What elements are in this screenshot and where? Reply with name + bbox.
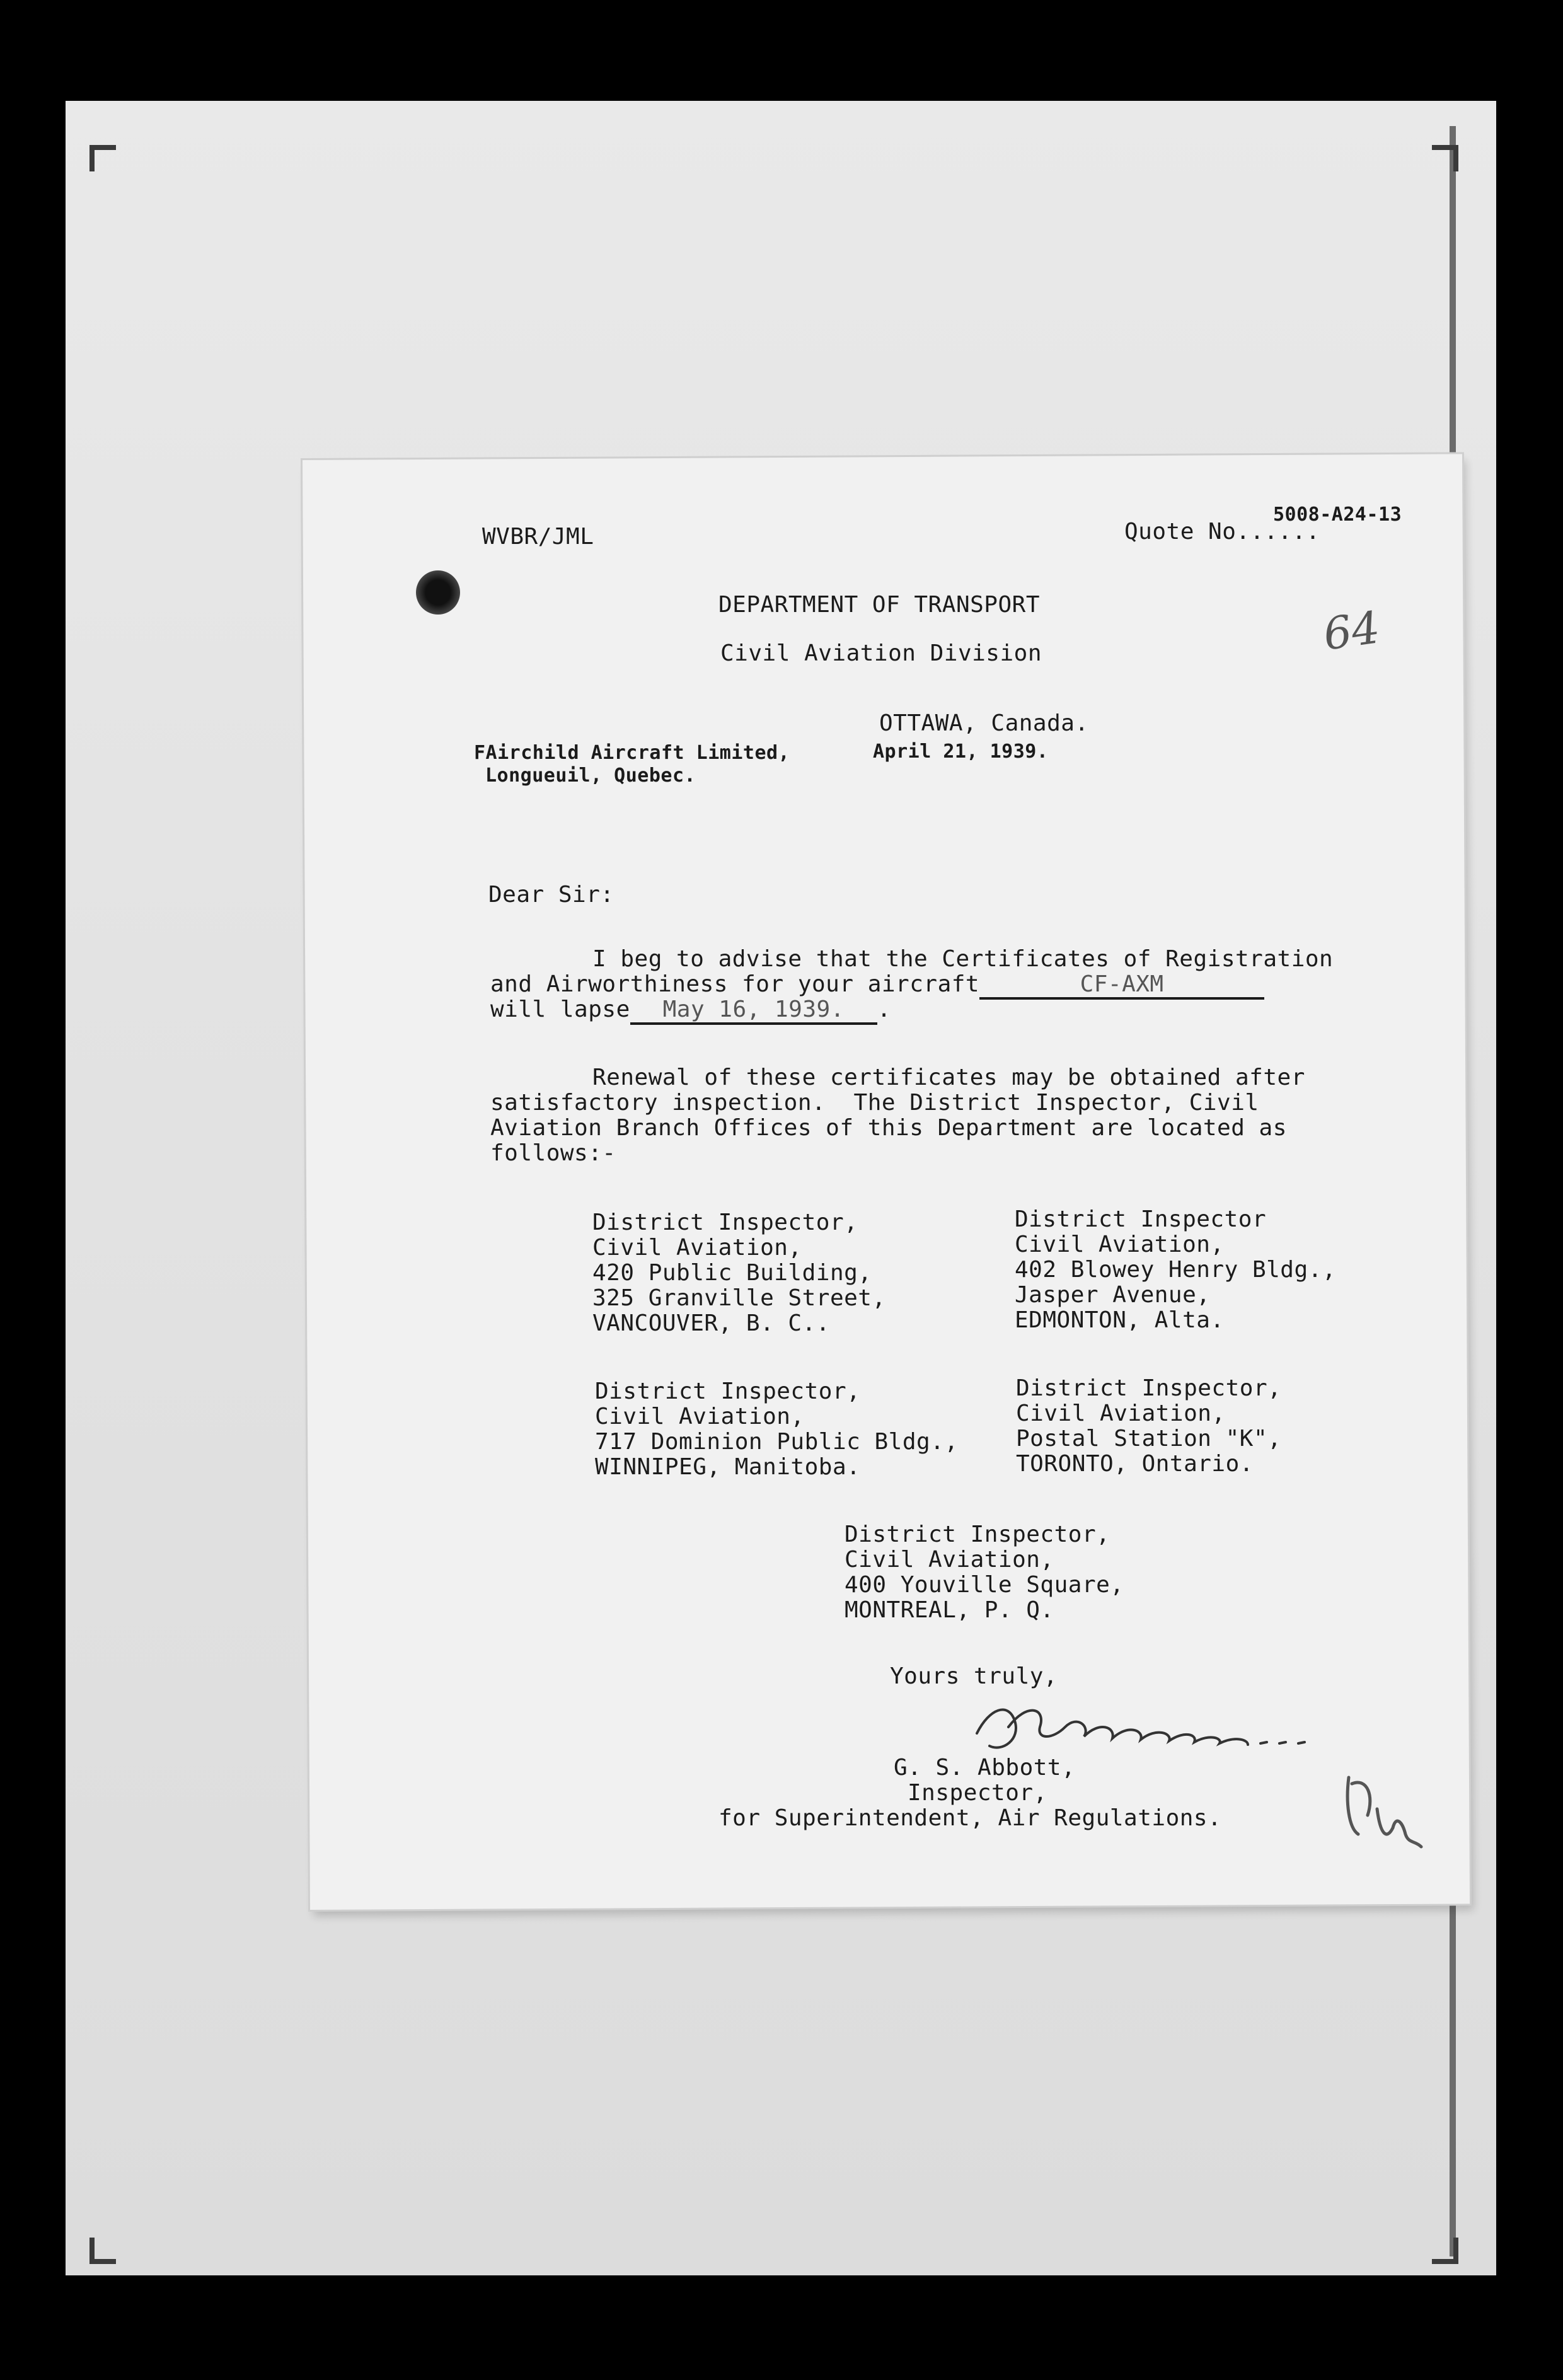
place-line: OTTAWA, Canada. [879, 710, 1089, 736]
office-toronto-line1: District Inspector, [1016, 1375, 1282, 1401]
handwritten-signature [964, 1689, 1317, 1765]
signatory-for: for Superintendent, Air Regulations. [718, 1805, 1222, 1831]
office-winnipeg-line3: 717 Dominion Public Bldg., [595, 1429, 959, 1455]
office-toronto-line2: Civil Aviation, [1016, 1401, 1226, 1426]
department-heading: DEPARTMENT OF TRANSPORT [718, 592, 1040, 618]
paragraph1-line3-text: will lapse [490, 996, 630, 1022]
office-montreal-line3: 400 Youville Square, [845, 1572, 1124, 1598]
paragraph2-line4: follows:- [490, 1140, 616, 1166]
office-vancouver-line4: 325 Granville Street, [592, 1285, 886, 1311]
paragraph1-line2 [490, 972, 1264, 1000]
office-winnipeg-line1: District Inspector, [595, 1378, 861, 1404]
folio-number: 64 [1320, 601, 1383, 661]
lapse-date: May 16, 1939. [662, 996, 845, 1022]
quote-number: 5008-A24-13 [1273, 504, 1402, 526]
paragraph1-line2-text: and Airworthiness for your aircraft [490, 971, 980, 997]
signatory-title: Inspector, [908, 1780, 1047, 1806]
aircraft-registration: CF-AXM [1080, 971, 1164, 997]
office-edmonton-line5: EDMONTON, Alta. [1015, 1307, 1225, 1333]
office-montreal-line2: Civil Aviation, [845, 1547, 1054, 1573]
office-edmonton-line2: Civil Aviation, [1015, 1232, 1225, 1257]
paragraph1-line1: I beg to advise that the Certificates of Registration [592, 946, 1334, 972]
paragraph2-line1: Renewal of these certificates may be obtained after [592, 1065, 1305, 1090]
signatory-name: G. S. Abbott, [894, 1755, 1076, 1781]
crop-mark-bottom-right [1432, 2238, 1458, 2264]
paragraph2-line2: satisfactory inspection. The District Inspector, Civil [490, 1090, 1259, 1116]
office-vancouver-line2: Civil Aviation, [592, 1235, 802, 1261]
aircraft-field [979, 972, 1264, 1000]
office-vancouver-line1: District Inspector, [592, 1210, 858, 1235]
date-line: April 21, 1939. [873, 741, 1049, 763]
closing: Yours truly, [890, 1663, 1058, 1689]
office-montreal-line4: MONTREAL, P. Q. [845, 1597, 1054, 1623]
quote-label: Quote No...... [1124, 519, 1320, 545]
office-montreal-line1: District Inspector, [845, 1522, 1110, 1547]
salutation: Dear Sir: [488, 882, 614, 908]
paragraph1-line3-end: . [877, 996, 891, 1022]
addressee-line2: Longueuil, Quebec. [485, 765, 696, 787]
office-toronto-line3: Postal Station "K", [1016, 1426, 1282, 1452]
paragraph1-line3 [490, 997, 891, 1025]
office-winnipeg-line4: WINNIPEG, Manitoba. [595, 1454, 861, 1480]
crop-mark-bottom-left [89, 2238, 116, 2264]
crop-mark-top-left [89, 145, 116, 171]
crop-mark-top-right [1432, 145, 1458, 171]
office-vancouver-line5: VANCOUVER, B. C.. [592, 1310, 830, 1336]
office-edmonton-line4: Jasper Avenue, [1015, 1282, 1211, 1308]
paragraph2-line3: Aviation Branch Offices of this Department are located as [490, 1115, 1287, 1141]
office-edmonton-line1: District Inspector [1015, 1206, 1267, 1232]
office-toronto-line4: TORONTO, Ontario. [1016, 1451, 1254, 1477]
reference-code: WVBR/JML [482, 524, 594, 550]
lapse-date-field [630, 997, 877, 1025]
handwritten-initials [1342, 1765, 1431, 1853]
office-winnipeg-line2: Civil Aviation, [595, 1404, 805, 1430]
office-vancouver-line3: 420 Public Building, [592, 1260, 872, 1286]
division-heading: Civil Aviation Division [720, 640, 1042, 666]
punch-hole [416, 570, 460, 615]
addressee-line1: FAirchild Aircraft Limited, [474, 742, 790, 764]
office-edmonton-line3: 402 Blowey Henry Bldg., [1015, 1257, 1336, 1283]
